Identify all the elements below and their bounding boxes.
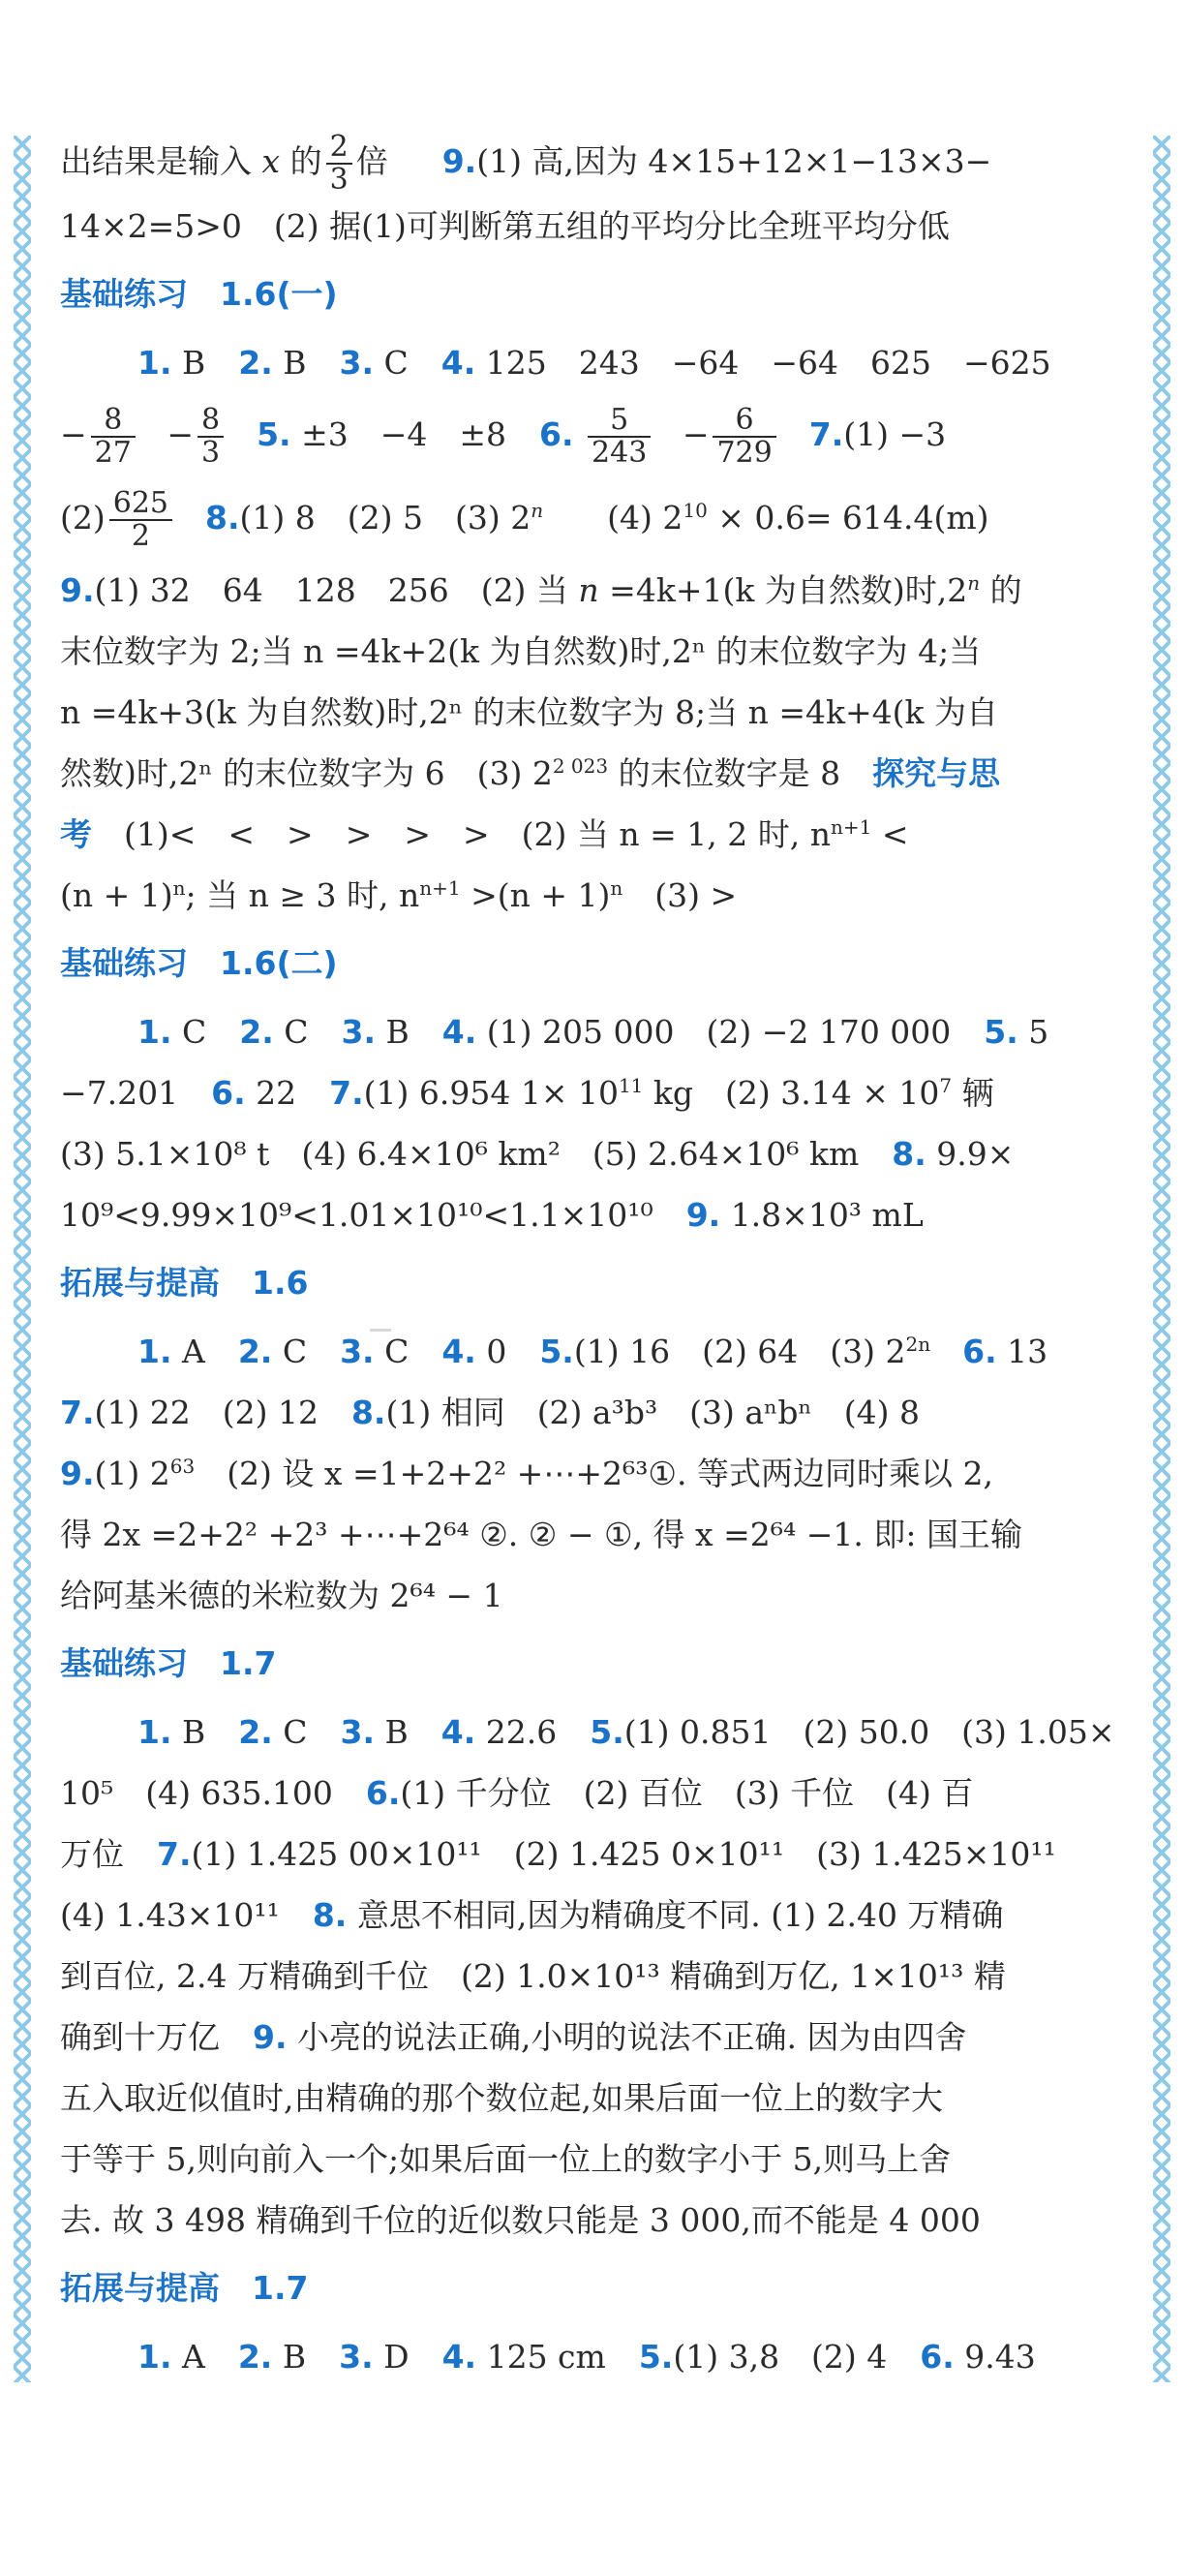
explore-heading: 探究与思 [872,754,1001,792]
line-10: 考 (1)< < > > > > (2) 当 n = 1, 2 时, $n^{n+1}$ < [60,815,909,853]
line-s5-answers: 1. A 2. B 3. D 4. 125 cm 5.(1) 3,8 (2) 4 6. 9.43 [137,2338,1036,2376]
fraction-5-243: $\frac{5}{243}$ [588,405,651,469]
line-8: n =4k+3(k 为自然数)时,2ⁿ 的末位数字为 8;当 n =4k+4(k 为自 [60,693,999,731]
answer-content [60,131,1125,2387]
section-title-1-7: 基础练习 1.7 [60,1644,277,1682]
section-title-ext-1-6: 拓展与提高 1.6 [60,1264,309,1302]
line-16: 10⁹<9.99×10⁹<1.01×10¹⁰<1.1×10¹⁰ 9. 1.8×10³ mL [60,1196,924,1234]
line-26: (4) 1.43×10¹¹ 8. 意思不相同,因为精确度不同. (1) 2.40 万精确 [60,1896,1004,1934]
line-1: 出结果是输入 x 的 $\frac{2}{3}$ 倍 9.(1) 高,因为 4×15+12×1−13×3− [60,130,992,197]
line-s4-answers: 1. B 2. C 3. B 4. 22.6 5.(1) 0.851 (2) 50.0 (3) 1.05× [137,1713,1115,1751]
fraction-625-2: $\frac{625}{2}$ [109,488,172,552]
line-21: 给阿基米德的米粒数为 2⁶⁴ − 1 [60,1577,503,1614]
left-decorative-border [14,136,31,2382]
line-fractions: − $\frac{8}{27}$ − $\frac{8}{3}$ 5. ±3 −4 ±8 6. $\frac{5}{243}$ − $\frac{6}{729}$ 7.(1) −3 [60,403,947,470]
line-9: 然数)时,2ⁿ 的末位数字为 6 (3) $2^{2 023}$ 的末位数字是 8 探究与思 [60,754,1001,792]
line-2: 14×2=5>0 (2) 据(1)可判断第五组的平均分比全班平均分低 [60,207,950,245]
line-24: 10⁵ (4) 635.100 6.(1) 千分位 (2) 百位 (3) 千位 (4) 百 [60,1774,974,1812]
line-19: 9.(1) $2^{63}$ (2) 设 x =1+2+2² +⋯+2⁶³①. 等式两边同时乘以 2, [60,1455,993,1492]
line-7: 末位数字为 2;当 n =4k+2(k 为自然数)时,2ⁿ 的末位数字为 4;当 [60,632,982,670]
line-q8: (2) $\frac{625}{2}$ 8.(1) 8 (2) 5 (3) 2$^n$ (4) $2^{10} \times 0.6= 614.4(m)$ [60,486,989,553]
line-s2-answers: 1. C 2. C 3. B 4. (1) 205 000 (2) −2 170 000 5. 5 [137,1013,1049,1051]
line-18: 7.(1) 22 (2) 12 8.(1) 相同 (2) a³b³ (3) aⁿbⁿ (4) 8 [60,1394,920,1431]
line-20: 得 2x =2+2² +2³ +⋯+2⁶⁴ ②. ② − ①, 得 x =2⁶⁴ −1. 即: 国王输 [60,1516,1022,1553]
line-s3-answers: 1. A 2. C 3. C 4. 0 5.(1) 16 (2) 64 (3) $2^{2n}$ 6. 13 [137,1333,1048,1370]
section-title-1-6-1: 基础练习 1.6(一) [60,275,338,313]
line-28: 确到十万亿 9. 小亮的说法正确,小明的说法不正确. 因为由四舍 [60,2018,967,2056]
line-25: 万位 7.(1) 1.425 00×10¹¹ (2) 1.425 0×10¹¹ (3) 1.425×10¹¹ [60,1835,1056,1873]
fraction-2-3: $\frac{2}{3}$ [326,132,352,196]
line-14: −7.201 6. 22 7.(1) 6.954 $1\times 10^{11}$ kg (2) $3.14 \times 10^7$ 辆 [60,1074,994,1112]
fraction-8-3: $\frac{8}{3}$ [197,405,224,469]
line-15: (3) 5.1×10⁸ t (4) 6.4×10⁶ km² (5) 2.64×10⁶ km 8. 9.9× [60,1135,1015,1173]
line-27: 到百位, 2.4 万精确到千位 (2) 1.0×10¹³ 精确到万亿, 1×10¹³ 精 [60,1957,1006,1995]
fraction-8-27: $\frac{8}{27}$ [91,405,136,469]
line-29: 五入取近似值时,由精确的那个数位起,如果后面一位上的数字大 [60,2079,943,2117]
line-q9: 9.(1) 32 64 128 256 (2) 当 n =4k+1(k 为自然数)时,2$^n$ 的 [60,571,1022,609]
section-title-1-6-2: 基础练习 1.6(二) [60,944,338,982]
line-11: $(n + 1)^n$; 当 n ≥ 3 时, $n^{n+1} >(n + 1)^n$ (3) > [60,876,738,914]
fraction-6-729: $\frac{6}{729}$ [713,405,775,469]
section-title-ext-1-7: 拓展与提高 1.7 [60,2269,309,2307]
line-30: 于等于 5,则向前入一个;如果后面一位上的数字小于 5,则马上舍 [60,2140,952,2178]
line-s1-answers: 1. B 2. B 3. C 4. 125 243 −64 −64 625 −625 [137,344,1051,382]
right-decorative-border [1153,136,1170,2382]
line-31: 去. 故 3 498 精确到千位的近似数只能是 3 000,而不能是 4 000 [60,2201,981,2239]
